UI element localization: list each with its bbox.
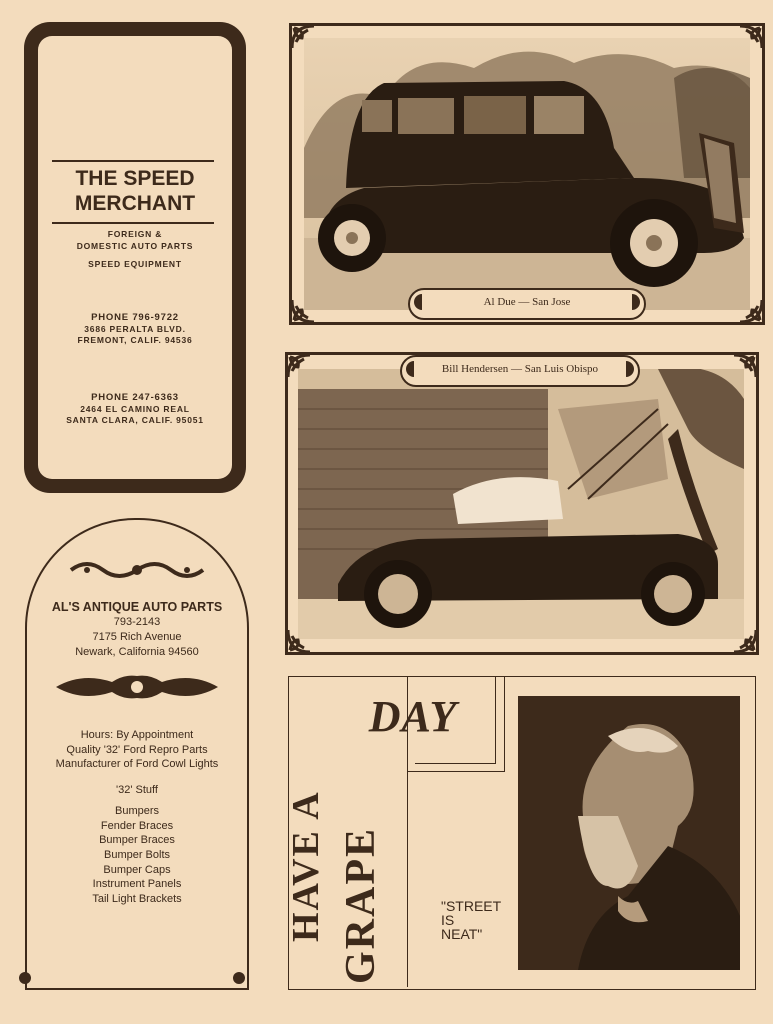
speed-phone-santaclara: PHONE 247-6363 — [91, 392, 179, 403]
als-quality: Quality '32' Ford Repro Parts — [66, 744, 208, 756]
als-city: Newark, California 94560 — [75, 646, 199, 658]
speed-sub-foreign: FOREIGN & — [107, 229, 163, 239]
quote-line: "STREET — [441, 898, 502, 914]
scroll-ornament-icon — [67, 558, 207, 582]
als-item: Fender Braces — [100, 820, 174, 832]
photo-bearded-man — [518, 696, 740, 970]
speed-sub-domestic: DOMESTIC AUTO PARTS — [76, 241, 194, 251]
ornament-corner-icon — [732, 628, 758, 654]
speed-merchant-title-line1: THE SPEED — [75, 167, 195, 190]
speed-city-santaclara: SANTA CLARA, CALIF. 95051 — [66, 415, 204, 425]
als-address: 7175 Rich Avenue — [92, 631, 182, 643]
ornament-corner-icon — [290, 24, 316, 50]
als-item: Bumpers — [114, 805, 160, 817]
als-item: Tail Light Brackets — [92, 893, 182, 905]
als-phone: 793-2143 — [113, 616, 161, 628]
speed-addr-santaclara: 2464 EL CAMINO REAL — [80, 404, 190, 414]
photo-frame-bill-hendersen — [285, 352, 759, 655]
speed-city-fremont: FREMONT, CALIF. 94536 — [77, 335, 193, 345]
quote-line: IS — [441, 912, 455, 928]
als-title: AL'S ANTIQUE AUTO PARTS — [51, 600, 223, 614]
als-hours: Hours: By Appointment — [80, 729, 194, 741]
photo-ford-sedan — [304, 38, 750, 310]
als-item: Bumper Braces — [99, 834, 175, 846]
ornament-corner-icon — [286, 353, 312, 379]
caption-bill-hendersen: Bill Hendersen — San Luis Obispo — [400, 355, 640, 387]
divider — [52, 160, 214, 162]
crest-ornament-icon — [52, 670, 222, 704]
photo-frame-al-due — [289, 23, 765, 325]
photo-ford-roadster — [298, 369, 744, 639]
als-item: Instrument Panels — [92, 878, 182, 890]
speed-addr-fremont: 3686 PERALTA BLVD. — [84, 324, 186, 334]
grape-text: GRAPE — [338, 827, 384, 984]
ornament-corner-icon — [738, 24, 764, 50]
speed-merchant-panel — [38, 36, 232, 479]
speed-sub-equipment: SPEED EQUIPMENT — [88, 259, 182, 269]
day-text: DAY — [368, 692, 458, 741]
ornament-corner-icon — [732, 353, 758, 379]
caption-al-due: Al Due — San Jose — [408, 288, 646, 320]
speed-merchant-ad — [24, 22, 246, 493]
ornament-corner-icon — [738, 298, 764, 324]
ornament-corner-icon — [290, 298, 316, 324]
divider — [52, 222, 214, 224]
grape-day-ad — [285, 676, 756, 990]
corner-dot — [19, 972, 31, 984]
street-quote — [441, 899, 521, 941]
als-stuff-title: '32' Stuff — [116, 784, 158, 796]
speed-merchant-title-line2: MERCHANT — [74, 192, 196, 215]
als-antique-ad — [25, 518, 249, 990]
have-a-text: HAVE A — [285, 790, 327, 942]
als-manufacturer: Manufacturer of Ford Cowl Lights — [55, 758, 219, 770]
corner-dot — [233, 972, 245, 984]
ornament-corner-icon — [286, 628, 312, 654]
als-item: Bumper Caps — [103, 864, 171, 876]
als-item: Bumper Bolts — [103, 849, 171, 861]
quote-line: NEAT" — [441, 926, 483, 942]
speed-phone-fremont: PHONE 796-9722 — [91, 312, 179, 323]
